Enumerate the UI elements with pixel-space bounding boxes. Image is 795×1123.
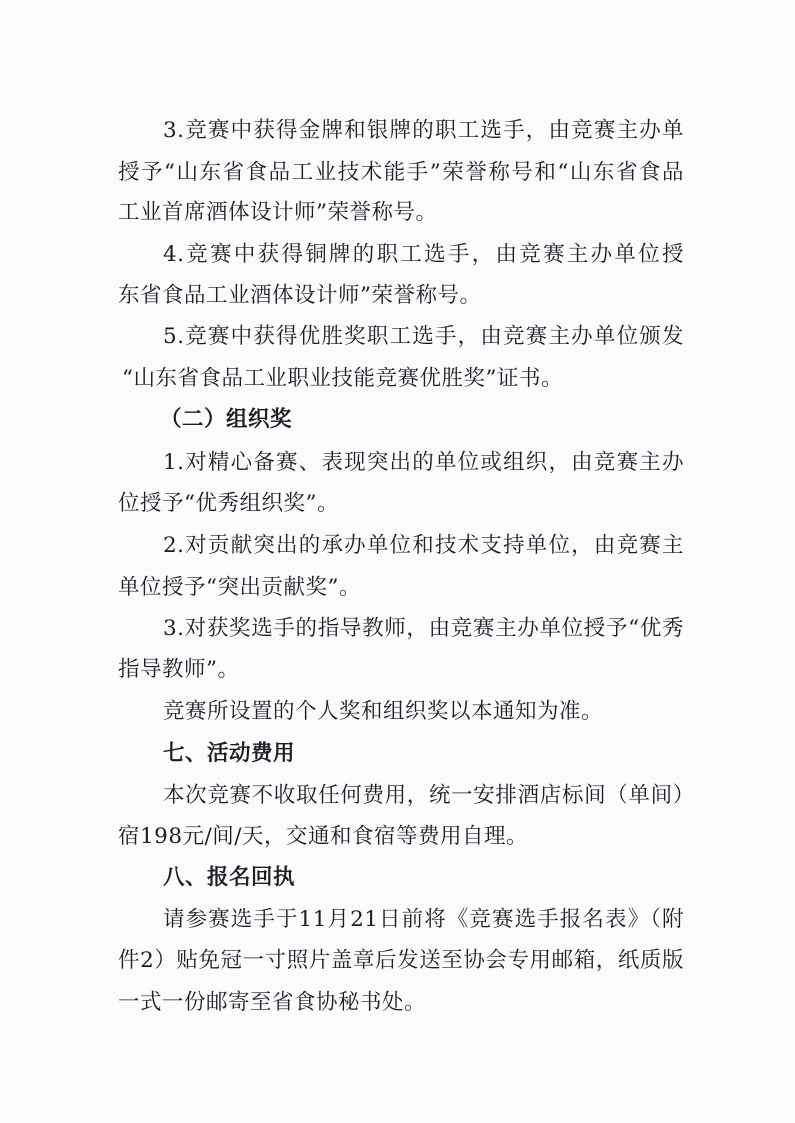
awards-note: 竞赛所设置的个人奖和组织奖以本通知为准。 <box>163 699 604 724</box>
award-item-4-line-2: 东省食品工业酒体设计师”荣誉称号。 <box>118 283 482 308</box>
award-item-3-line-1: 3.竞赛中获得金牌和银牌的职工选手，由竞赛主办单 <box>163 118 684 143</box>
org-item-2-line-1: 2.对贡献突出的承办单位和技术支持单位，由竞赛主 <box>163 533 684 558</box>
org-item-1-line-1: 1.对精心备赛、表现突出的单位或组织，由竞赛主办 <box>163 450 684 475</box>
org-item-2-line-2: 单位授予“突出贡献奖”。 <box>118 575 361 600</box>
section-7-heading: 七、活动费用 <box>163 741 296 766</box>
section-7-line-1: 本次竞赛不收取任何费用，统一安排酒店标间（单间） <box>163 783 684 808</box>
award-item-3-line-2: 授予“山东省食品工业技术能手”荣誉称号和“山东省食品 <box>118 160 684 185</box>
section-8-line-2: 件2）贴免冠一寸照片盖章后发送至协会专用邮箱，纸质版 <box>118 948 684 973</box>
org-item-1-line-2: 位授予“优秀组织奖”。 <box>118 491 339 516</box>
award-item-5-line-2: “山东省食品工业职业技能竞赛优胜奖”证书。 <box>122 366 563 391</box>
org-item-3-line-1: 3.对获奖选手的指导教师，由竞赛主办单位授予“优秀 <box>163 616 684 641</box>
award-item-5-line-1: 5.竞赛中获得优胜奖职工选手，由竞赛主办单位颁发 <box>163 324 684 349</box>
award-item-3-line-3: 工业首席酒体设计师”荣誉称号。 <box>118 200 438 225</box>
organization-awards-heading: （二）组织奖 <box>160 407 293 432</box>
section-8-line-1: 请参赛选手于11月21日前将《竞赛选手报名表》（附 <box>163 907 684 932</box>
award-item-4-line-1: 4.竞赛中获得铜牌的职工选手，由竞赛主办单位授 <box>163 242 684 267</box>
section-8-heading: 八、报名回执 <box>163 865 296 890</box>
org-item-3-line-2: 指导教师”。 <box>118 657 240 682</box>
section-7-line-2: 宿198元/间/天，交通和食宿等费用自理。 <box>118 824 529 849</box>
section-8-line-3: 一式一份邮寄至省食协秘书处。 <box>118 990 427 1015</box>
